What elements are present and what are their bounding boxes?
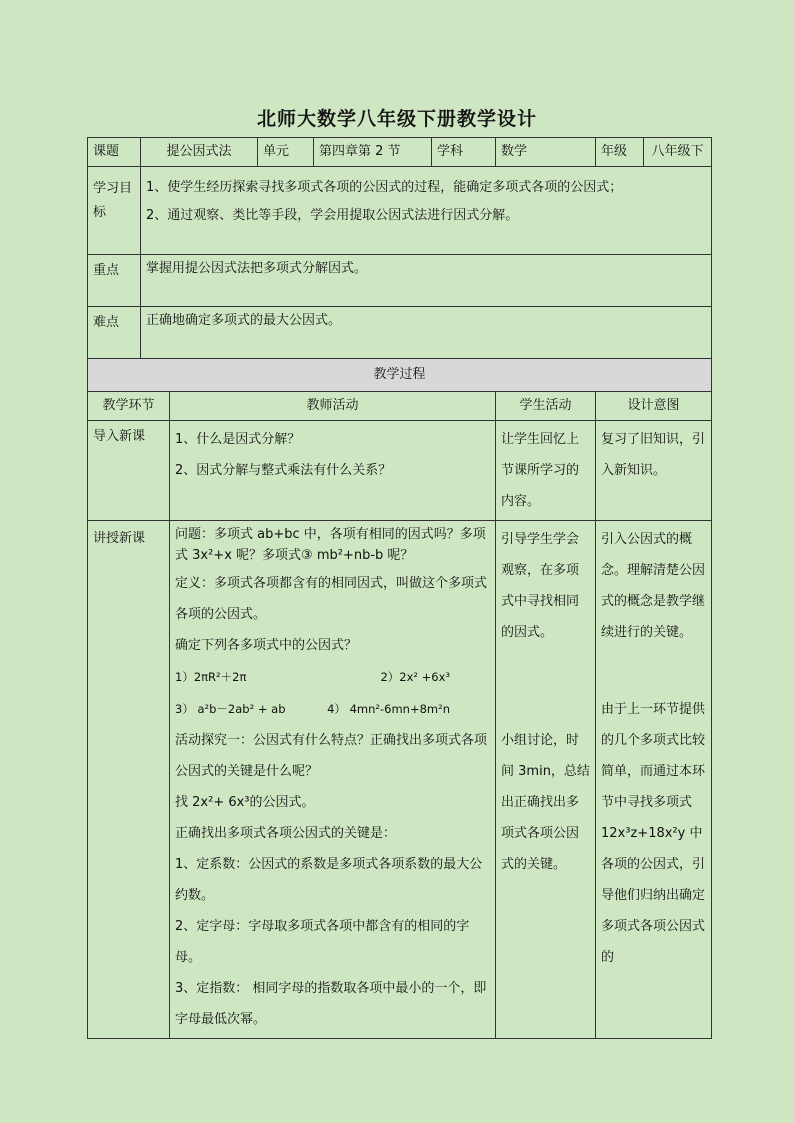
goals-label: 学习目标	[88, 167, 141, 255]
key-2: 2、定字母：字母取多项式各项中都含有的相同的字母。	[175, 919, 470, 965]
intent-text-1: 引入公因式的概念。理解清楚公因式的概念是教学继续进行的关键。	[601, 532, 706, 640]
exercise-row	[175, 693, 490, 725]
teacher-cell	[170, 421, 496, 521]
difficulty-row	[88, 307, 712, 359]
definition-text: 定义：多项式各项都含有的相同因式，叫做这个多项式各项的公因式。	[175, 576, 488, 622]
difficulty-text: 正确地确定多项式的最大公因式。	[141, 307, 712, 359]
info-row	[88, 138, 712, 167]
process-row-new-lesson	[88, 521, 712, 1039]
course-value: 提公因式法	[141, 138, 258, 167]
exercise-row	[175, 661, 490, 693]
process-columns-row	[88, 392, 712, 421]
course-label: 课题	[88, 138, 141, 167]
goals-row	[88, 167, 712, 255]
exercise-1: 1）2πR²＋2π	[175, 670, 247, 684]
student-cell: 让学生回忆上节课所学习的内容。	[496, 421, 596, 521]
task-text: 确定下列各多项式中的公因式？	[175, 638, 358, 653]
column-teacher: 教师活动	[170, 392, 496, 421]
stage-cell: 讲授新课	[88, 521, 170, 1039]
key-1: 1、定系数：公因式的系数是多项式各项系数的最大公约数。	[175, 857, 483, 903]
process-header: 教学过程	[88, 359, 712, 392]
key-point-text: 掌握用提公因式法把多项式分解因式。	[141, 255, 712, 307]
goal-item: 1、使学生经历探索寻找多项式各项的公因式的过程，能确定多项式各项的公因式；	[146, 180, 623, 195]
grade-label: 年级	[596, 138, 644, 167]
stage-cell: 导入新课	[88, 421, 170, 521]
unit-value: 第四章第 2 节	[314, 138, 432, 167]
intent-cell: 复习了旧知识，引入新知识。	[596, 421, 712, 521]
key-point-label: 重点	[88, 255, 141, 307]
activity-text: 活动探究一：公因式有什么特点？正确找出多项式各项公因式的关键是什么呢？	[175, 733, 488, 779]
student-text-1: 引导学生学会观察，在多项式中寻找相同的因式。	[501, 532, 580, 640]
goal-item: 2、通过观察、类比等手段，学会用提取公因式法进行因式分解。	[146, 208, 519, 223]
teacher-line: 2、因式分解与整式乘法有什么关系？	[175, 463, 392, 478]
difficulty-label: 难点	[88, 307, 141, 359]
subject-label: 学科	[432, 138, 496, 167]
exercise-2: 2）2x² +6x³	[380, 670, 451, 684]
key-3: 3、定指数： 相同字母的指数取各项中最小的一个，即字母最低次幂。	[175, 981, 487, 1027]
column-student: 学生活动	[496, 392, 596, 421]
subject-value: 数学	[496, 138, 596, 167]
column-intent: 设计意图	[596, 392, 712, 421]
student-cell	[496, 521, 596, 1039]
key-point-row	[88, 255, 712, 307]
exercise-3: 3） a²b－2ab² + ab	[175, 702, 286, 716]
column-stage: 教学环节	[88, 392, 170, 421]
document-title: 北师大数学八年级下册教学设计	[256, 108, 537, 130]
goals-content	[141, 167, 712, 255]
unit-label: 单元	[258, 138, 314, 167]
student-text-2: 小组讨论，时间 3min，总结出正确找出多项式各项公因式的关键。	[501, 733, 590, 872]
process-row-intro	[88, 421, 712, 521]
intent-text-2: 由于上一环节提供的几个多项式比较简单，而通过本环节中寻找多项式 12x³z+18x²y 中各项的公因式，引导他们归纳出确定多项式各项公因式的	[601, 702, 706, 965]
question-text: 问题：多项式 ab+bc 中，各项有相同的因式吗？多项式 3x²+x 呢？多项式③ mb²+nb-b 呢？	[175, 527, 486, 563]
exercise-4: 4） 4mn²-6mn+8m²n	[327, 702, 451, 716]
teacher-line: 1、什么是因式分解？	[175, 432, 301, 447]
grade-value: 八年级下	[644, 138, 712, 167]
lesson-plan-table	[87, 137, 712, 1039]
find-text: 找 2x²+ 6x³的公因式。	[175, 795, 315, 810]
intent-cell	[596, 521, 712, 1039]
key-title: 正确找出多项式各项公因式的关键是：	[175, 826, 397, 841]
process-header-row	[88, 359, 712, 392]
teacher-cell	[170, 521, 496, 1039]
